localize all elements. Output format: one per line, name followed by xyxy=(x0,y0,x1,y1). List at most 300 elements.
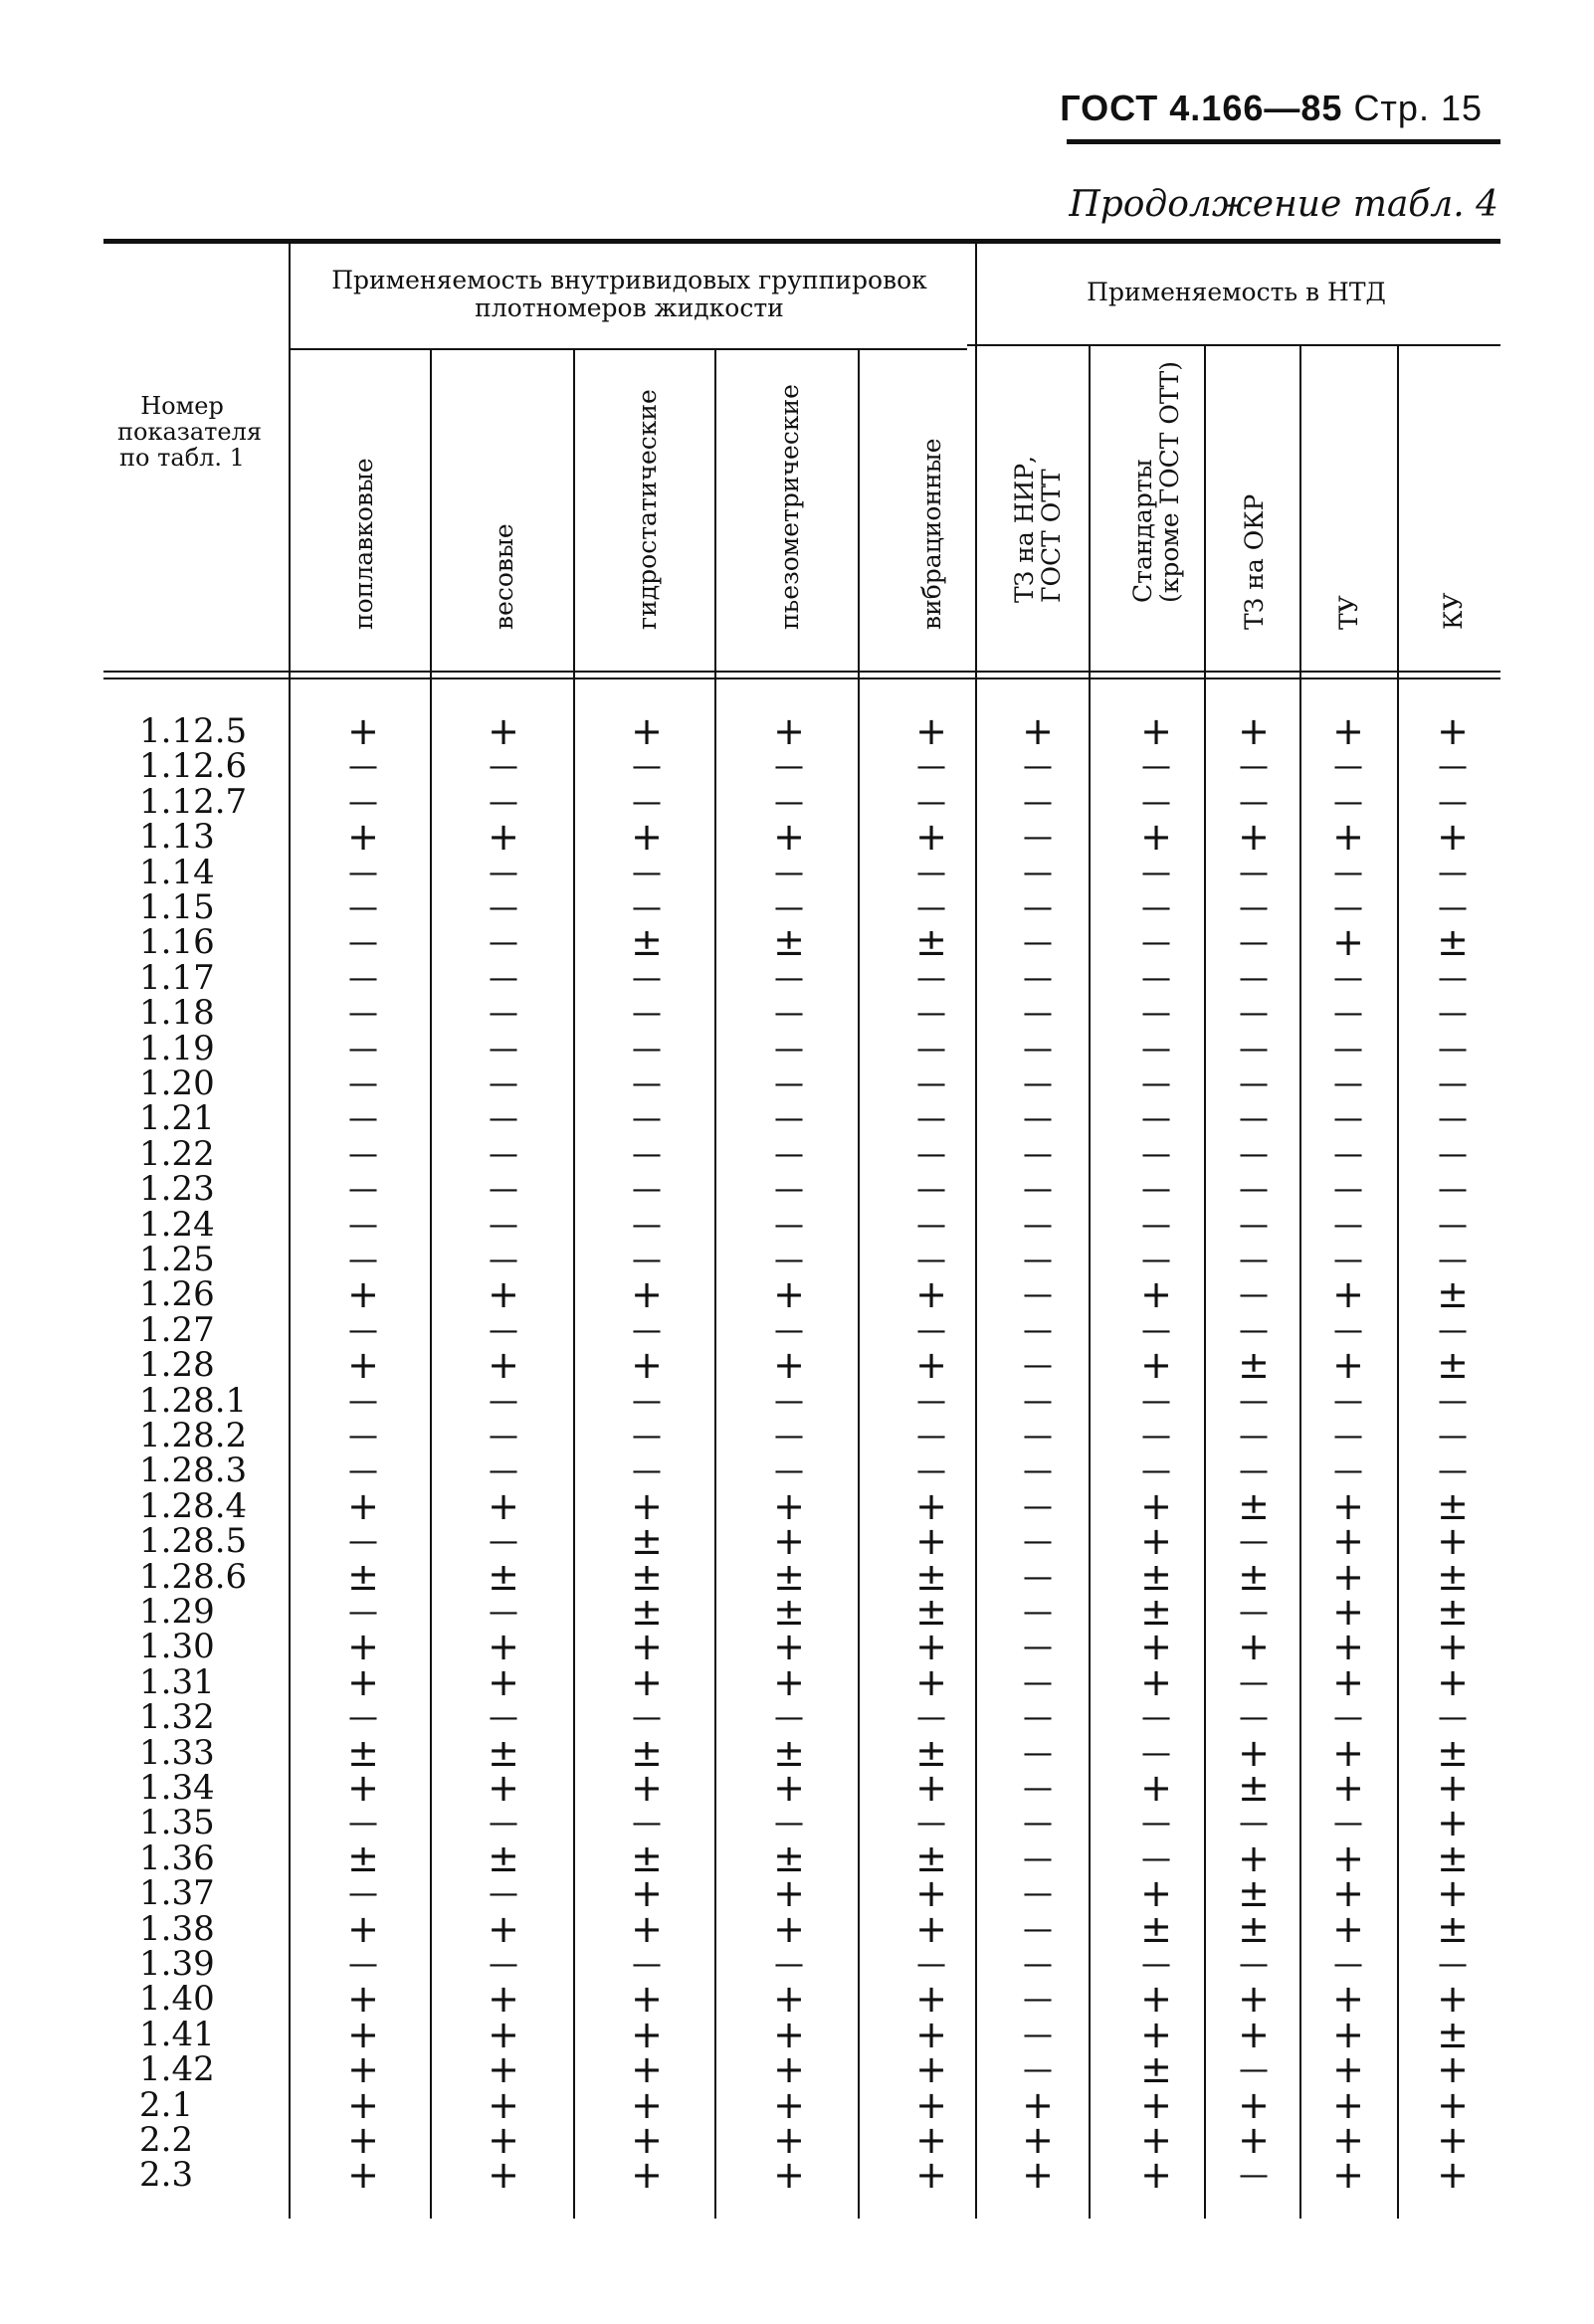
table-cell: — xyxy=(1141,996,1171,1032)
table-cell: + xyxy=(1140,2153,1172,2198)
table-cell: — xyxy=(1438,1031,1468,1066)
table-cell: — xyxy=(916,1066,946,1101)
table-cell: + xyxy=(631,2153,663,2198)
table-cell: + xyxy=(915,1977,947,2022)
table-cell: — xyxy=(489,1136,518,1172)
row-number: 1.30 xyxy=(139,1627,215,1667)
table-cell: — xyxy=(489,1101,518,1137)
row-number: 1.41 xyxy=(139,2014,215,2054)
table-cell: — xyxy=(1141,1840,1171,1876)
table-cell: ± xyxy=(488,1836,519,1880)
table-cell: + xyxy=(773,1659,805,1704)
table-cell: — xyxy=(1333,1947,1363,1982)
column-header-label: Стандарты (кроме ГОСТ ОТТ) xyxy=(1128,360,1184,603)
table-cell: — xyxy=(774,1383,804,1419)
table-cell: — xyxy=(1333,1136,1363,1172)
table-cell: — xyxy=(1023,1243,1053,1277)
table-cell: ± xyxy=(1437,920,1469,965)
table-cell: — xyxy=(774,1172,804,1208)
row-number: 1.19 xyxy=(139,1028,215,1068)
column-header-label: пьезометрические xyxy=(774,384,804,630)
column-header xyxy=(1011,358,1065,657)
table-cell: — xyxy=(1239,2052,1269,2088)
table-cell: — xyxy=(348,1700,378,1736)
row-number: 1.20 xyxy=(139,1064,215,1103)
table-cell: — xyxy=(632,1383,662,1419)
table-cell: — xyxy=(1023,784,1053,820)
table-cell: + xyxy=(631,1625,663,1669)
table-cell: — xyxy=(1023,1771,1053,1806)
table-cell: — xyxy=(1239,1453,1269,1489)
table-cell: — xyxy=(1438,960,1468,996)
table-cell: + xyxy=(488,815,519,860)
table-cell: — xyxy=(489,996,518,1032)
table-cell: ± xyxy=(773,920,805,965)
table-cell: + xyxy=(1140,1625,1172,1669)
table-head-rule-2 xyxy=(103,678,1500,679)
table-cell: — xyxy=(1023,1524,1053,1560)
table-cell: — xyxy=(1023,1700,1053,1736)
table-cell: — xyxy=(632,1172,662,1208)
group2-underline xyxy=(967,344,1500,346)
row-number: 1.38 xyxy=(139,1908,215,1949)
table-cell: — xyxy=(774,960,804,996)
table-cell: — xyxy=(632,749,662,785)
table-cell: — xyxy=(1023,1312,1053,1348)
table-cell: — xyxy=(1141,1172,1171,1208)
table-cell: — xyxy=(1141,1066,1171,1101)
table-cell: — xyxy=(774,1700,804,1736)
table-cell: + xyxy=(915,709,947,753)
table-cell: + xyxy=(347,2118,379,2162)
table-cell: — xyxy=(916,1383,946,1419)
table-cell: + xyxy=(773,1272,805,1317)
table-cell: — xyxy=(632,855,662,890)
table-cell: + xyxy=(915,2118,947,2162)
table-cell: + xyxy=(915,2012,947,2056)
table-cell: + xyxy=(631,815,663,860)
table-cell: + xyxy=(488,2047,519,2092)
row-number: 1.14 xyxy=(139,852,215,892)
table-cell: + xyxy=(631,1343,663,1388)
table-cell: — xyxy=(1239,749,1269,785)
table-cell: — xyxy=(916,1700,946,1736)
table-cell: + xyxy=(631,2012,663,2056)
table-cell: + xyxy=(1437,2047,1469,2092)
table-cell: + xyxy=(1140,2118,1172,2162)
table-cell: ± xyxy=(1437,1272,1469,1317)
table-cell: — xyxy=(1239,960,1269,996)
table-cell: + xyxy=(1238,2082,1270,2127)
table-cell: — xyxy=(774,1066,804,1101)
table-cell: + xyxy=(1140,1272,1172,1317)
table-cell: — xyxy=(1023,1488,1053,1524)
table-cell: — xyxy=(1239,1277,1269,1313)
table-cell: — xyxy=(632,1066,662,1101)
table-cell: ± xyxy=(1238,1343,1270,1388)
table-cell: + xyxy=(631,2082,663,2127)
table-cell: — xyxy=(632,1806,662,1841)
table-cell: + xyxy=(1332,1483,1364,1528)
row-number: 1.28.2 xyxy=(139,1416,248,1455)
row-number-header: Номер показателя по табл. 1 xyxy=(117,392,263,472)
table-cell: — xyxy=(1141,749,1171,785)
table-cell: ± xyxy=(347,1554,379,1599)
table-cell: — xyxy=(1438,784,1468,820)
table-cell: — xyxy=(1438,1700,1468,1736)
table-cell: — xyxy=(1438,1383,1468,1419)
table-cell: + xyxy=(488,1766,519,1810)
table-cell: + xyxy=(488,709,519,753)
table-cell: ± xyxy=(631,1554,663,1599)
table-cell: — xyxy=(1023,1840,1053,1876)
table-cell: — xyxy=(916,890,946,925)
table-cell: — xyxy=(1023,1136,1053,1172)
table-cell: — xyxy=(1333,1031,1363,1066)
table-cell: — xyxy=(1239,784,1269,820)
table-cell: + xyxy=(1140,1483,1172,1528)
table-cell: — xyxy=(774,996,804,1032)
row-number: 1.12.5 xyxy=(139,711,248,751)
table-cell: + xyxy=(1437,2082,1469,2127)
table-cell: + xyxy=(1437,1871,1469,1916)
table-cell: + xyxy=(631,1272,663,1317)
table-cell: — xyxy=(1438,1207,1468,1243)
column-divider xyxy=(1299,346,1301,2219)
table-cell: + xyxy=(915,1625,947,1669)
table-cell: — xyxy=(1239,1031,1269,1066)
table-cell: ± xyxy=(631,920,663,965)
table-cell: — xyxy=(1333,1700,1363,1736)
table-cell: + xyxy=(488,1343,519,1388)
column-divider xyxy=(1089,346,1091,2219)
table-cell: — xyxy=(1141,1383,1171,1419)
table-cell: — xyxy=(916,1312,946,1348)
table-cell: — xyxy=(1239,1136,1269,1172)
table-cell: + xyxy=(1332,1871,1364,1916)
table-cell: — xyxy=(1141,784,1171,820)
table-cell: ± xyxy=(1437,2012,1469,2056)
column-divider xyxy=(289,244,291,2219)
table-cell: — xyxy=(1023,1911,1053,1947)
column-header-label: весовые xyxy=(489,523,518,630)
table-cell: + xyxy=(631,2118,663,2162)
table-cell: — xyxy=(348,1066,378,1101)
row-number: 1.36 xyxy=(139,1838,215,1878)
table-cell: + xyxy=(1140,1519,1172,1564)
table-cell: — xyxy=(1239,1664,1269,1700)
table-cell: + xyxy=(347,1906,379,1951)
table-cell: + xyxy=(1140,1659,1172,1704)
table-cell: + xyxy=(631,1766,663,1810)
row-number: 1.13 xyxy=(139,817,215,858)
column-header xyxy=(776,358,803,657)
table-cell: + xyxy=(631,1977,663,2022)
table-cell: + xyxy=(1437,1625,1469,1669)
table-cell: — xyxy=(489,1312,518,1348)
table-cell: + xyxy=(347,1977,379,2022)
row-number: 1.32 xyxy=(139,1697,215,1738)
table-cell: — xyxy=(489,1172,518,1208)
table-cell: — xyxy=(1438,890,1468,925)
table-cell: + xyxy=(347,1766,379,1810)
table-cell: — xyxy=(1438,1101,1468,1137)
table-cell: — xyxy=(774,1419,804,1453)
table-cell: + xyxy=(1022,2118,1054,2162)
table-cell: + xyxy=(631,709,663,753)
table-cell: — xyxy=(348,784,378,820)
table-cell: — xyxy=(774,1453,804,1489)
table-cell: — xyxy=(1239,1066,1269,1101)
table-cell: — xyxy=(489,1524,518,1560)
table-cell: ± xyxy=(1140,1554,1172,1599)
table-cell: — xyxy=(632,1312,662,1348)
row-number: 1.12.7 xyxy=(139,781,248,822)
table-cell: — xyxy=(632,1700,662,1736)
table-cell: — xyxy=(916,996,946,1032)
table-cell: ± xyxy=(1140,1906,1172,1951)
table-cell: ± xyxy=(915,1590,947,1634)
table-cell: — xyxy=(916,1101,946,1137)
row-number: 1.29 xyxy=(139,1592,215,1632)
table-cell: + xyxy=(1332,1977,1364,2022)
table-cell: ± xyxy=(773,1730,805,1775)
table-cell: ± xyxy=(1238,1906,1270,1951)
column-header-label: гидростатические xyxy=(632,389,662,630)
column-divider xyxy=(1397,346,1399,2219)
table-cell: — xyxy=(916,1207,946,1243)
table-cell: — xyxy=(1141,1947,1171,1982)
table-cell: + xyxy=(1437,1801,1469,1845)
table-cell: — xyxy=(1023,1101,1053,1137)
table-cell: ± xyxy=(915,920,947,965)
table-cell: ± xyxy=(488,1554,519,1599)
table-cell: ± xyxy=(1238,1766,1270,1810)
table-cell: — xyxy=(489,784,518,820)
table-cell: + xyxy=(1437,815,1469,860)
table-cell: — xyxy=(1023,1982,1053,2018)
table-cell: + xyxy=(773,1519,805,1564)
table-cell: — xyxy=(489,1066,518,1101)
table-cell: — xyxy=(1023,1277,1053,1313)
table-cell: — xyxy=(348,855,378,890)
table-cell: + xyxy=(773,1483,805,1528)
table-cell: — xyxy=(348,890,378,925)
table-cell: — xyxy=(1438,1172,1468,1208)
table-cell: — xyxy=(1333,890,1363,925)
row-number: 1.28.5 xyxy=(139,1521,248,1562)
table-cell: — xyxy=(489,1207,518,1243)
table-cell: + xyxy=(1238,1977,1270,2022)
table-cell: ± xyxy=(1140,2047,1172,2092)
table-cell: + xyxy=(347,1343,379,1388)
table-cell: + xyxy=(488,2082,519,2127)
table-cell: — xyxy=(1239,1700,1269,1736)
row-number: 1.28.6 xyxy=(139,1556,248,1597)
table-cell: — xyxy=(774,1101,804,1137)
column-divider xyxy=(714,350,716,2219)
table-cell: — xyxy=(348,925,378,961)
table-cell: — xyxy=(1333,1207,1363,1243)
table-cell: — xyxy=(632,1136,662,1172)
table-cell: + xyxy=(1140,1343,1172,1388)
table-cell: — xyxy=(632,784,662,820)
column-divider xyxy=(858,350,860,2219)
table-cell: — xyxy=(774,784,804,820)
table-cell: + xyxy=(488,1625,519,1669)
table-cell: — xyxy=(1141,890,1171,925)
table-cell: + xyxy=(1140,2012,1172,2056)
table-cell: — xyxy=(916,749,946,785)
table-cell: — xyxy=(1438,1243,1468,1277)
row-number: 1.42 xyxy=(139,2049,215,2090)
table-cell: + xyxy=(347,2012,379,2056)
table-cell: + xyxy=(347,1659,379,1704)
column-header xyxy=(350,358,377,657)
table-head-rule-1 xyxy=(103,671,1500,673)
table-cell: — xyxy=(489,960,518,996)
row-number: 1.18 xyxy=(139,993,215,1034)
group2-header: Применяемость в НТД xyxy=(1087,278,1386,306)
table-cell: + xyxy=(1140,2082,1172,2127)
table-cell: — xyxy=(348,1031,378,1066)
row-number: 1.28.1 xyxy=(139,1380,248,1421)
table-cell: — xyxy=(1141,1700,1171,1736)
table-cell: — xyxy=(489,1595,518,1630)
table-cell: + xyxy=(915,1272,947,1317)
table-cell: — xyxy=(489,1700,518,1736)
table-cell: — xyxy=(1141,1735,1171,1771)
table-cell: + xyxy=(1332,1343,1364,1388)
table-cell: ± xyxy=(1437,1554,1469,1599)
table-cell: + xyxy=(773,815,805,860)
table-cell: — xyxy=(774,890,804,925)
table-cell: — xyxy=(774,749,804,785)
table-cell: — xyxy=(1141,1136,1171,1172)
row-number: 1.15 xyxy=(139,887,215,927)
table-cell: + xyxy=(773,2118,805,2162)
row-number: 1.17 xyxy=(139,957,215,998)
table-cell: + xyxy=(915,1483,947,1528)
table-cell: + xyxy=(1332,1659,1364,1704)
table-cell: — xyxy=(1023,1559,1053,1595)
table-cell: ± xyxy=(915,1836,947,1880)
table-cell: — xyxy=(1023,1453,1053,1489)
row-number: 2.2 xyxy=(139,2120,194,2160)
table-cell: — xyxy=(1438,1066,1468,1101)
row-number: 1.39 xyxy=(139,1944,215,1984)
table-cell: — xyxy=(1438,749,1468,785)
table-cell: — xyxy=(1023,960,1053,996)
table-cell: — xyxy=(1141,1101,1171,1137)
table-cell: — xyxy=(774,1243,804,1277)
table-cell: + xyxy=(773,1871,805,1916)
table-cell: — xyxy=(774,855,804,890)
table-cell: ± xyxy=(1437,1590,1469,1634)
table-cell: ± xyxy=(631,1730,663,1775)
table-cell: — xyxy=(1141,1806,1171,1841)
column-header xyxy=(1241,358,1268,657)
table-cell: — xyxy=(489,1947,518,1982)
table-cell: — xyxy=(1023,2017,1053,2052)
table-cell: ± xyxy=(631,1519,663,1564)
table-cell: + xyxy=(347,709,379,753)
table-cell: — xyxy=(1333,1383,1363,1419)
row-number: 1.28.3 xyxy=(139,1451,248,1491)
table-cell: + xyxy=(1437,1659,1469,1704)
table-cell: — xyxy=(1333,1243,1363,1277)
table-cell: — xyxy=(916,1419,946,1453)
table-cell: — xyxy=(1333,749,1363,785)
row-number: 1.28.4 xyxy=(139,1485,248,1526)
table-cell: — xyxy=(1023,1664,1053,1700)
table-cell: + xyxy=(915,815,947,860)
row-number: 1.24 xyxy=(139,1204,215,1245)
table-cell: — xyxy=(632,1243,662,1277)
table-cell: + xyxy=(915,1659,947,1704)
table-cell: — xyxy=(1333,855,1363,890)
table-cell: + xyxy=(773,1343,805,1388)
table-cell: ± xyxy=(915,1730,947,1775)
table-cell: ± xyxy=(773,1836,805,1880)
table-cell: — xyxy=(1141,1031,1171,1066)
table-cell: — xyxy=(774,1806,804,1841)
table-cell: — xyxy=(1023,1947,1053,1982)
column-header-label: ТЗ на ОКР xyxy=(1239,493,1269,630)
table-cell: + xyxy=(1332,1836,1364,1880)
table-cell: — xyxy=(489,1031,518,1066)
table-cell: ± xyxy=(1437,1343,1469,1388)
table-cell: — xyxy=(1438,1453,1468,1489)
table-cell: — xyxy=(348,1312,378,1348)
table-cell: — xyxy=(916,1243,946,1277)
table-cell: — xyxy=(1023,1876,1053,1912)
table-cell: + xyxy=(347,2153,379,2198)
table-cell: + xyxy=(915,1766,947,1810)
row-number: 1.31 xyxy=(139,1661,215,1702)
table-cell: + xyxy=(1140,815,1172,860)
table-cell: + xyxy=(773,1766,805,1810)
table-cell: + xyxy=(488,2118,519,2162)
table-cell: — xyxy=(1239,1947,1269,1982)
table-cell: ± xyxy=(631,1836,663,1880)
table-cell: — xyxy=(1023,1806,1053,1841)
table-cell: + xyxy=(488,1483,519,1528)
column-header-label: ТЗ на НИР, ГОСТ ОТТ xyxy=(1010,455,1066,603)
table-cell: + xyxy=(1022,2153,1054,2198)
table-cell: — xyxy=(348,1453,378,1489)
table-cell: + xyxy=(1238,2118,1270,2162)
table-cell: + xyxy=(347,1272,379,1317)
table-cell: — xyxy=(1023,1419,1053,1453)
table-cell: — xyxy=(348,1136,378,1172)
column-header-label: вибрационные xyxy=(916,438,946,630)
table-cell: — xyxy=(916,1136,946,1172)
table-cell: — xyxy=(348,1101,378,1137)
table-cell: + xyxy=(1332,1766,1364,1810)
column-header xyxy=(1440,358,1467,657)
column-header-label: поплавковые xyxy=(348,458,378,630)
table-cell: — xyxy=(1023,1735,1053,1771)
table-cell: — xyxy=(348,1524,378,1560)
table-cell: + xyxy=(347,1625,379,1669)
table-cell: — xyxy=(916,1806,946,1841)
table-cell: + xyxy=(1437,1977,1469,2022)
table-cell: — xyxy=(1141,1312,1171,1348)
table-cell: — xyxy=(1023,1172,1053,1208)
table-cell: — xyxy=(1023,1630,1053,1665)
table-cell: + xyxy=(1332,2047,1364,2092)
